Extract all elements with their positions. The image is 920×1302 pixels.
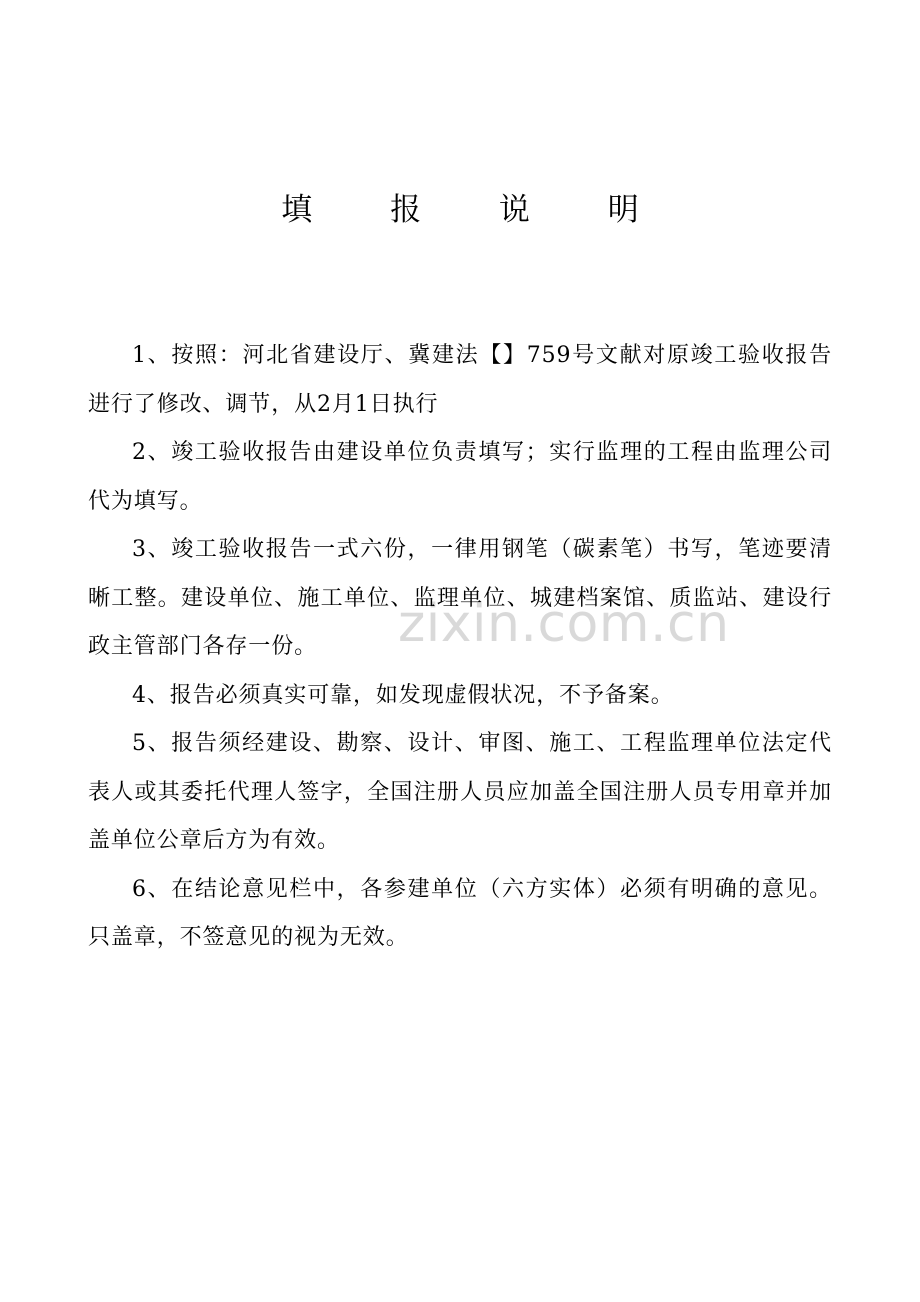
instructions-body xyxy=(88,332,832,963)
instruction-paragraph-3: 3、竣工验收报告一式六份，一律用钢笔（碳素笔）书写，笔迹要清晰工整。建设单位、施工单位、监理单位、城建档案馆、质监站、建设行政主管部门各存一份。 xyxy=(88,537,832,659)
instruction-paragraph-5: 5、报告须经建设、勘察、设计、审图、施工、工程监理单位法定代表人或其委托代理人签字，全国注册人员应加盖全国注册人员专用章并加盖单位公章后方为有效。 xyxy=(88,731,832,853)
instruction-paragraph-6: 6、在结论意见栏中，各参建单位（六方实体）必须有明确的意见。只盖章，不签意见的视为无效。 xyxy=(88,876,832,950)
instruction-paragraph-1: 1、按照：河北省建设厅、冀建法【】759号文献对原竣工验收报告进行了修改、调节，从2月1日执行 xyxy=(88,343,832,417)
watermark: zixin.com.cn xyxy=(398,594,730,654)
page-title: 填 报 说 明 xyxy=(281,192,673,228)
instruction-paragraph-4: 4、报告必须真实可靠，如发现虚假状况，不予备案。 xyxy=(132,682,674,708)
instruction-paragraph-2: 2、竣工验收报告由建设单位负责填写；实行监理的工程由监理公司代为填写。 xyxy=(88,440,832,514)
